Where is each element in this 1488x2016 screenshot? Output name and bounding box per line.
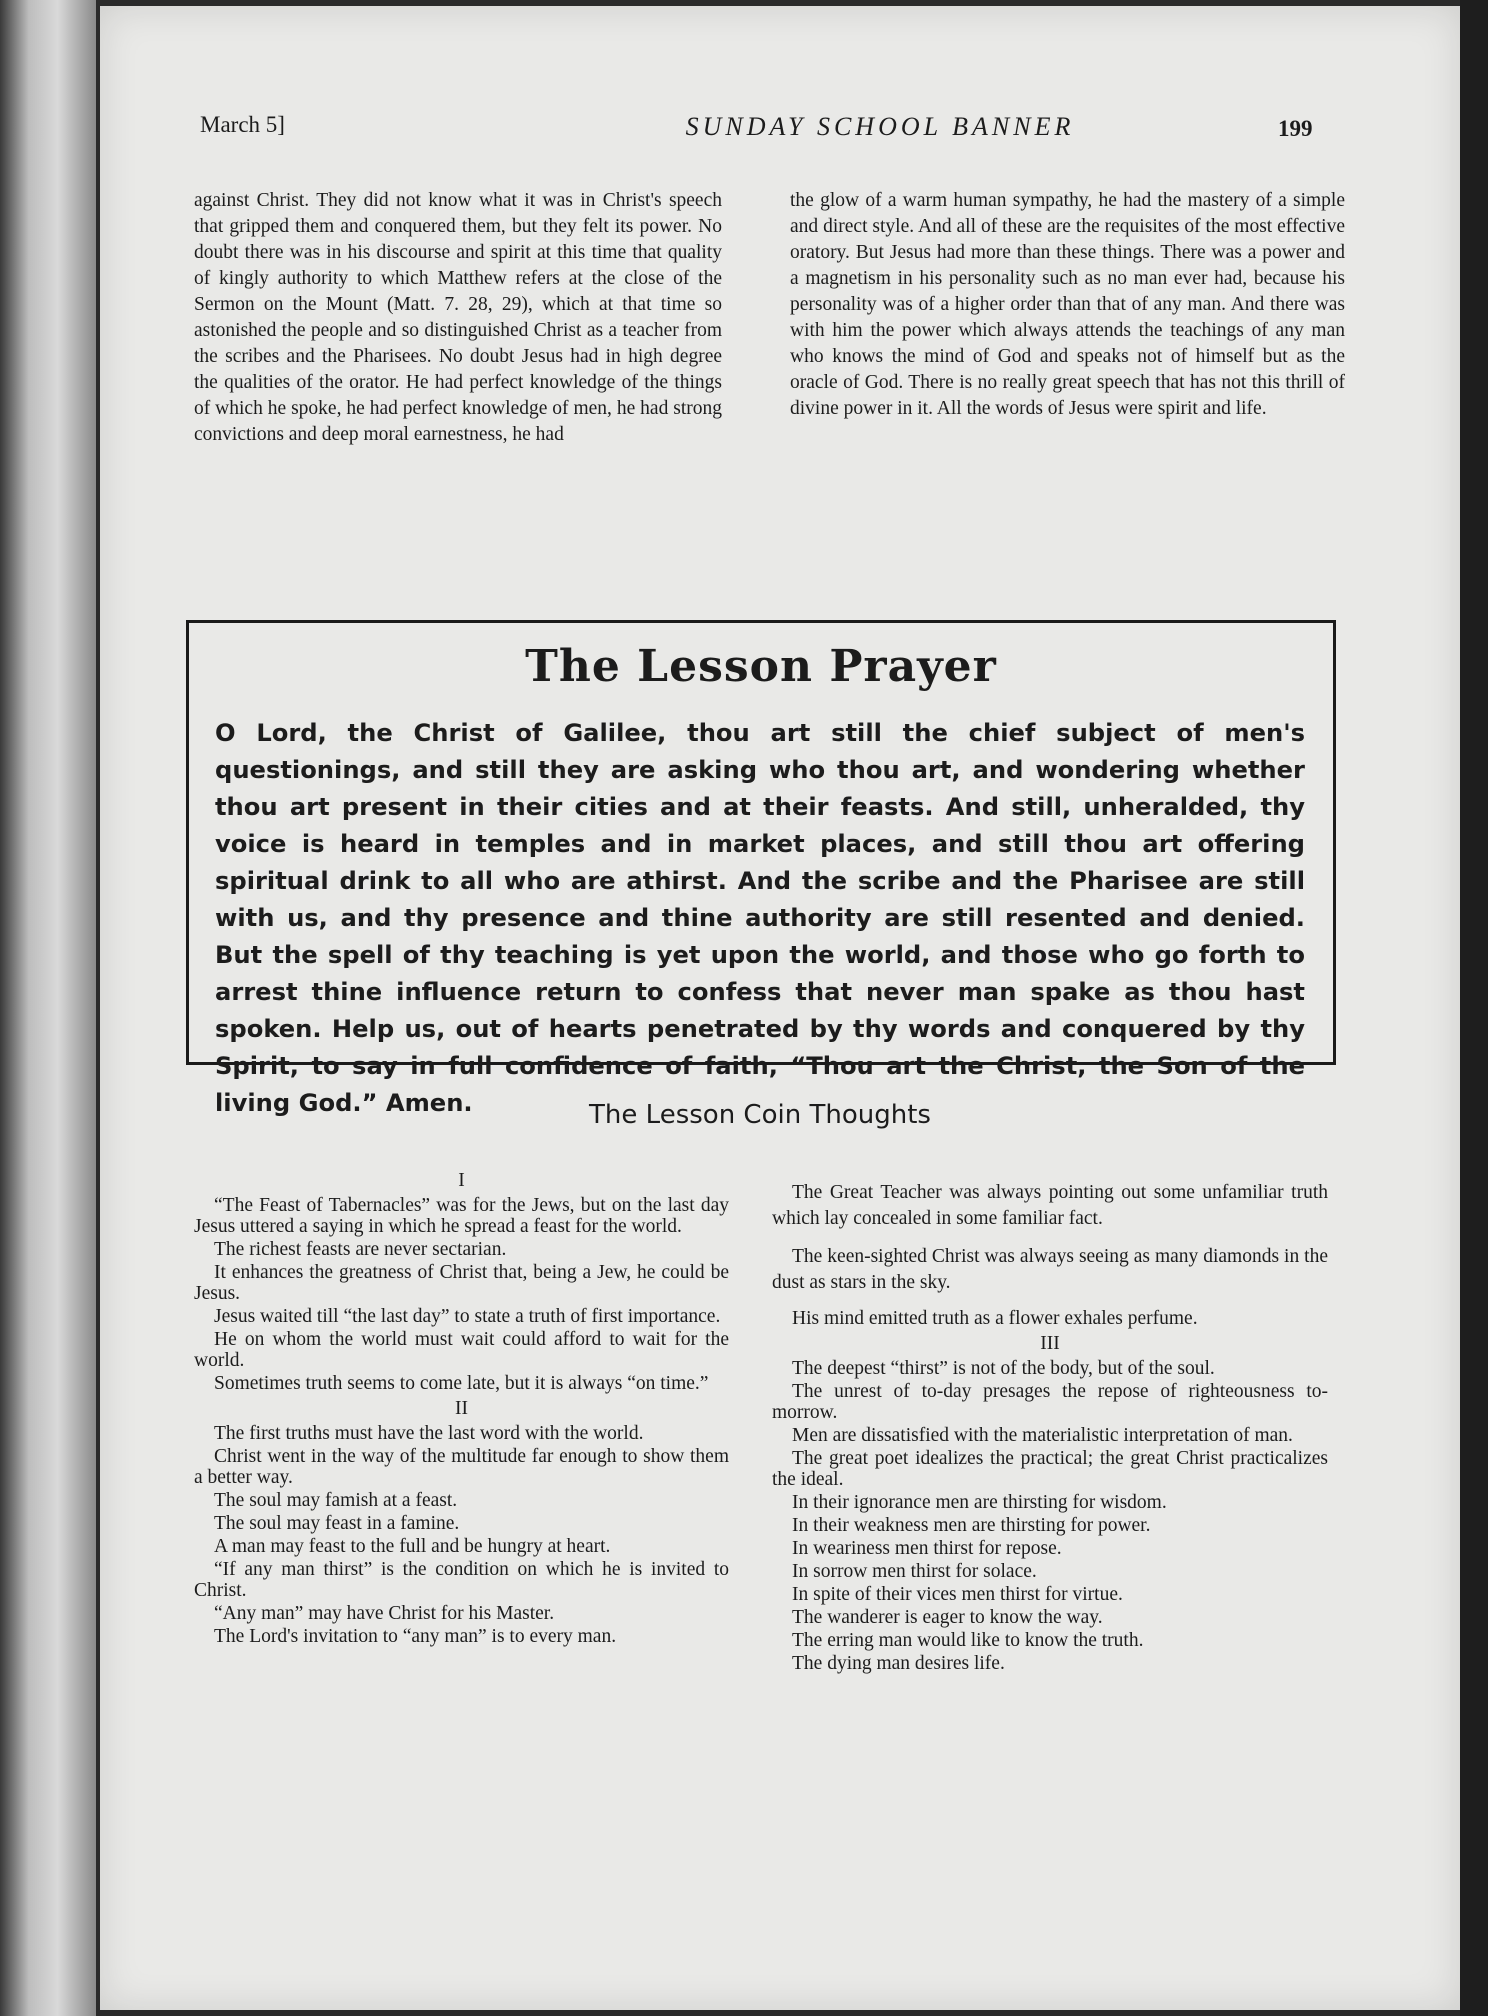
thought-line: Men are dissatisfied with the materialistic interpretation of man. [792,1425,1293,1446]
thought-line: In sorrow men thirst for solace. [792,1561,1037,1582]
running-header [100,112,1460,152]
thought-line: “The Feast of Tabernacles” was for the Jews, but on the last day Jesus uttered a saying in which he spread a feast for the world. [194,1195,729,1237]
thought-line: In their ignorance men are thirsting for wisdom. [792,1492,1167,1513]
thought-line: The deepest “thirst” is not of the body, but of the soul. [792,1358,1215,1379]
top-left-column [194,188,722,448]
body-paragraph: the glow of a warm human sympathy, he had the mastery of a simple and direct style. And all of these are the requisites of the most effective oratory. But Jesus had more than these things. There was a power and a magnetism in his personality such as no man ever had, because his personality was of a higher order than that of any man. And there was with him the power which always attends the teachings of any man who knows the mind of God and speaks not of himself but as the oracle of God. There is no really great speech that has not this thrill of divine power in it. All the words of Jesus were spirit and life. [790,190,1345,419]
scan-border [1460,0,1488,2016]
coin-thoughts-right-column [772,1180,1328,1676]
thought-line: The wanderer is eager to know the way. [792,1607,1103,1628]
thought-line: Sometimes truth seems to come late, but it is always “on time.” [214,1373,709,1394]
section-numeral: II [455,1398,468,1419]
header-title: SUNDAY SCHOOL BANNER [685,112,1075,141]
section-numeral: I [458,1170,465,1191]
thought-line: The Lord's invitation to “any man” is to every man. [214,1626,617,1647]
thought-line: His mind emitted truth as a flower exhales perfume. [792,1308,1198,1329]
thought-line: The keen-sighted Christ was always seeing as many diamonds in the dust as stars in the sky. [772,1246,1328,1293]
section-heading: The Lesson Coin Thoughts [589,1100,931,1130]
thought-line: The unrest of to-day presages the repose of righteousness to-morrow. [772,1381,1328,1423]
thought-line: Christ went in the way of the multitude far enough to show them a better way. [194,1446,729,1488]
prayer-title: The Lesson Prayer [525,641,997,692]
thought-line: “If any man thirst” is the condition on which he is invited to Christ. [194,1559,729,1601]
thought-line: A man may feast to the full and be hungry at heart. [214,1536,611,1557]
thought-line: The richest feasts are never sectarian. [214,1239,507,1260]
thought-line: The Great Teacher was always pointing out some unfamiliar truth which lay concealed in some familiar fact. [772,1182,1328,1229]
body-paragraph: against Christ. They did not know what it was in Christ's speech that gripped them and conquered them, but they felt its power. No doubt there was in his discourse and spirit at this time that quality of kingly authority to which Matthew refers at the close of the Sermon on the Mount (Matt. 7. 28, 29), which at that time so astonished the people and so distinguished Christ as a teacher from the scribes and the Pharisees. No doubt Jesus had in high degree the qualities of the orator. He had perfect knowledge of the things of which he spoke, he had perfect knowledge of men, he had strong convictions and deep moral earnestness, he had [194,190,722,445]
top-right-column [790,188,1345,422]
page-number: 199 [1278,116,1313,141]
thought-line: Jesus waited till “the last day” to state a truth of first importance. [214,1306,721,1327]
thought-line: “Any man” may have Christ for his Master. [214,1603,555,1624]
thought-line: The erring man would like to know the truth. [792,1630,1144,1651]
thought-line: The soul may famish at a feast. [214,1490,458,1511]
thought-line: The first truths must have the last word with the world. [214,1423,644,1444]
thought-line: It enhances the greatness of Christ that, being a Jew, he could be Jesus. [194,1262,729,1304]
coin-thoughts-left-column [194,1166,729,1649]
thought-line: He on whom the world must wait could afford to wait for the world. [194,1329,729,1371]
thought-line: In their weakness men are thirsting for power. [792,1515,1151,1536]
thought-line: The great poet idealizes the practical; the great Christ practicalizes the ideal. [772,1448,1328,1490]
facing-page-edge [0,0,96,2016]
prayer-text: O Lord, the Christ of Galilee, thou art still the chief subject of men's questionings, and still they are asking who thou art, and wondering whether thou art present in their cities and at their feasts. And still, unheralded, thy voice is heard in temples and in market places, and still thou art offering spiritual drink to all who are athirst. And the scribe and the Pharisee are still with us, and thy presence and thine authority are still resented and denied. But the spell of thy teaching is yet upon the world, and those who go forth to arrest thine influence return to confess that never man spake as thou hast spoken. Help us, out of hearts penetrated by thy words and conquered by thy Spirit, to say in full confidence of faith, “Thou art the Christ, the Son of the living God.” Amen. [215,719,1305,1117]
thought-line: The soul may feast in a famine. [214,1513,460,1534]
section-numeral: III [1040,1333,1060,1354]
thought-line: In weariness men thirst for repose. [792,1538,1062,1559]
thought-line: The dying man desires life. [792,1653,1005,1674]
header-date: March 5] [200,112,285,137]
thought-line: In spite of their vices men thirst for virtue. [792,1584,1123,1605]
